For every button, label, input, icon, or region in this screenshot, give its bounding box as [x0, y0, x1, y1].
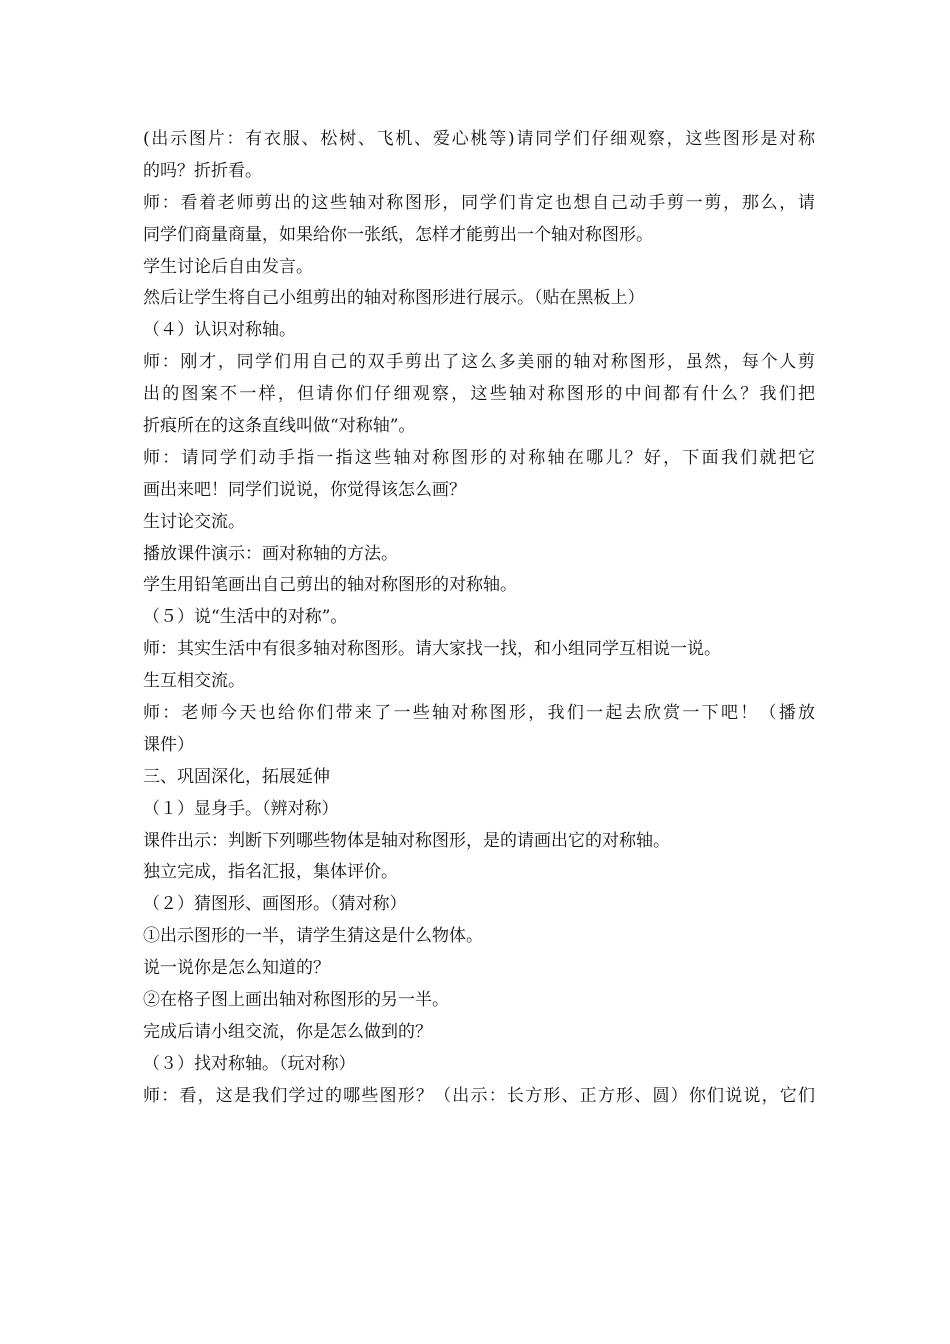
text-line: 生互相交流。 — [143, 671, 245, 692]
text-line: 学生讨论后自由发言。 — [143, 256, 313, 277]
text-line: 师：其实生活中有很多轴对称图形。请大家找一找，和小组同学互相说一说。 — [143, 639, 721, 660]
text-line: 出的图案不一样，但请你们仔细观察，这些轴对称图形的中间都有什么？我们把 — [143, 384, 815, 405]
text-line: 三、巩固深化，拓展延伸 — [143, 766, 330, 787]
text-line: 然后让学生将自己小组剪出的轴对称图形进行展示。（贴在黑板上） — [143, 288, 645, 309]
text-line: ②在格子图上画出轴对称图形的另一半。 — [143, 990, 449, 1011]
text-line: （３）找对称轴。（玩对称） — [143, 1053, 356, 1074]
text-line: 课件） — [143, 734, 194, 755]
text-line: 师：刚才，同学们用自己的双手剪出了这么多美丽的轴对称图形，虽然，每个人剪 — [143, 352, 815, 373]
text-line: (出示图片：有衣服、松树、飞机、爱心桃等)请同学们仔细观察，这些图形是对称 — [143, 129, 815, 149]
text-line: 生讨论交流。 — [143, 511, 245, 532]
text-line: 的吗？折折看。 — [143, 160, 262, 181]
text-line: （１）显身手。（辨对称） — [143, 798, 339, 819]
text-line: 师：老师今天也给你们带来了一些轴对称图形，我们一起去欣赏一下吧！（播放 — [143, 703, 815, 724]
text-line: （４）认识对称轴。 — [143, 320, 296, 341]
text-line: 师：看，这是我们学过的哪些图形？（出示：长方形、正方形、圆）你们说说，它们 — [143, 1085, 815, 1106]
text-line: 说一说你是怎么知道的？ — [143, 958, 330, 979]
text-line: 同学们商量商量，如果给你一张纸，怎样才能剪出一个轴对称图形。 — [143, 224, 653, 245]
text-line: 画出来吧！同学们说说，你觉得该怎么画？ — [143, 479, 466, 500]
text-line: （５）说“生活中的对称”。 — [143, 607, 348, 628]
text-line: （２）猜图形、画图形。（猜对称） — [143, 894, 407, 915]
text-line: 独立完成，指名汇报，集体评价。 — [143, 862, 398, 883]
text-line: 折痕所在的这条直线叫做“对称轴”。 — [143, 416, 416, 437]
text-line: 师：请同学们动手指一指这些轴对称图形的对称轴在哪儿？好，下面我们就把它 — [143, 447, 815, 468]
text-line: 完成后请小组交流，你是怎么做到的？ — [143, 1021, 432, 1042]
text-line: 学生用铅笔画出自己剪出的轴对称图形的对称轴。 — [143, 575, 517, 596]
text-line: 课件出示：判断下列哪些物体是轴对称图形，是的请画出它的对称轴。 — [143, 830, 670, 851]
text-line: ①出示图形的一半，请学生猜这是什么物体。 — [143, 926, 483, 947]
text-line: 师：看着老师剪出的这些轴对称图形，同学们肯定也想自己动手剪一剪，那么，请 — [143, 192, 815, 213]
text-line: 播放课件演示：画对称轴的方法。 — [143, 543, 398, 564]
document-page — [143, 124, 815, 1113]
